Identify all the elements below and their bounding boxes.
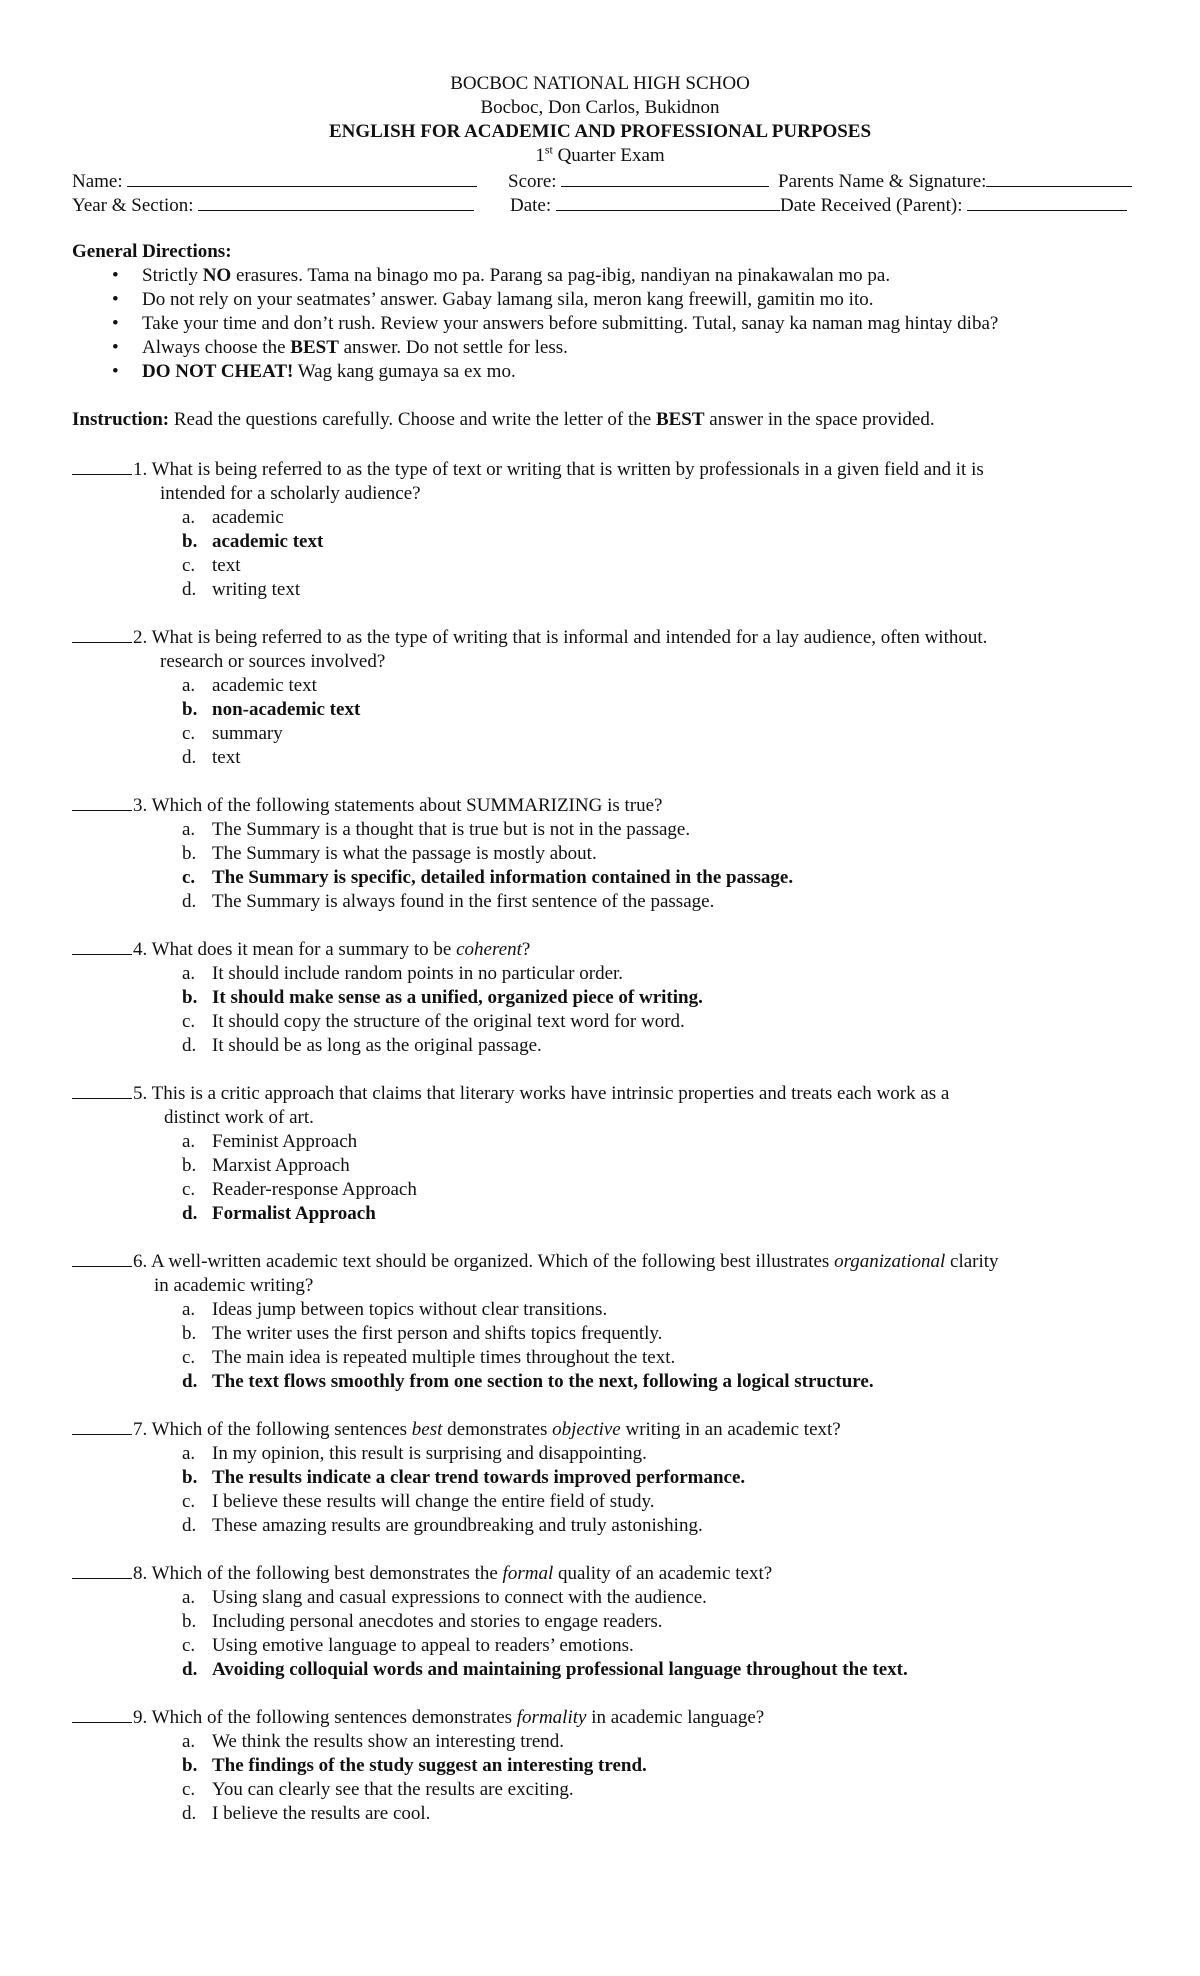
option-letter: b.	[182, 1611, 197, 1632]
option-text: Reader-response Approach	[212, 1179, 417, 1200]
question-1	[72, 456, 1152, 602]
option-letter: c.	[182, 867, 196, 888]
parents-field[interactable]	[778, 168, 1132, 194]
subject-title: ENGLISH FOR ACADEMIC AND PROFESSIONAL PURPOSES	[328, 121, 872, 142]
option-text: text	[212, 555, 241, 576]
question-stem	[72, 1248, 1152, 1274]
option-c	[72, 1778, 1152, 1802]
question-text-mid: demonstrates	[442, 1419, 553, 1440]
question-stem	[72, 1416, 1152, 1442]
direction-text: Always choose the	[142, 337, 291, 358]
option-text: It should be as long as the original passage.	[212, 1035, 542, 1056]
option-text: In my opinion, this result is surprising and disappointing.	[212, 1443, 647, 1464]
instruction-label: Instruction:	[72, 409, 170, 430]
question-emphasis: organizational	[834, 1251, 946, 1272]
option-text: non-academic text	[212, 699, 361, 720]
question-emphasis: formality	[516, 1707, 587, 1728]
option-text: It should make sense as a unified, organized piece of writing.	[212, 987, 703, 1008]
option-letter: c.	[182, 555, 196, 576]
option-text: The Summary is a thought that is true but is not in the passage.	[212, 819, 691, 840]
score-label: Score:	[508, 171, 557, 192]
option-text: We think the results show an interesting trend.	[212, 1731, 565, 1752]
option-letter: a.	[182, 507, 196, 528]
option-letter: b.	[182, 699, 198, 720]
option-letter: b.	[182, 843, 197, 864]
question-stem	[72, 456, 1152, 482]
option-text: These amazing results are groundbreaking and truly astonishing.	[212, 1515, 703, 1536]
option-c	[72, 722, 1152, 746]
option-letter: c.	[182, 1179, 196, 1200]
option-text: You can clearly see that the results are exciting.	[212, 1779, 574, 1800]
option-text: Avoiding colloquial words and maintaining professional language throughout the text.	[212, 1659, 908, 1680]
direction-text: Wag kang gumaya sa ex mo.	[293, 361, 516, 382]
direction-item	[72, 336, 1152, 360]
option-d	[72, 1370, 1152, 1394]
question-number: 8.	[133, 1563, 148, 1584]
question-text: Which of the following sentences demonstrates	[147, 1707, 517, 1728]
option-text: The results indicate a clear trend towards improved performance.	[212, 1467, 746, 1488]
question-stem	[72, 1704, 1152, 1730]
year-section-field[interactable]	[72, 192, 474, 218]
instruction-text-end: answer in the space provided.	[704, 409, 935, 430]
exam-number: 1	[535, 145, 545, 166]
direction-emphasis: BEST	[290, 337, 339, 358]
info-row-1	[72, 168, 1142, 192]
option-letter: c.	[182, 1011, 196, 1032]
question-text: Which of the following statements about SUMMARIZING is true?	[147, 795, 663, 816]
option-a	[72, 674, 1152, 698]
option-c	[72, 1178, 1152, 1202]
school-address: Bocboc, Don Carlos, Bukidnon	[480, 97, 720, 118]
option-letter: b.	[182, 1323, 197, 1344]
direction-item	[72, 288, 1152, 312]
score-line[interactable]	[561, 168, 769, 187]
question-text: This is a critic approach that claims that literary works have intrinsic properties and treats each work as a	[147, 1083, 950, 1104]
direction-text: erasures. Tama na binago mo pa. Parang sa pag-ibig, nandiyan na pinakawalan mo pa.	[231, 265, 891, 286]
option-letter: c.	[182, 1779, 196, 1800]
option-d	[72, 1202, 1152, 1226]
option-a	[72, 818, 1152, 842]
direction-item	[72, 264, 1152, 288]
option-text: Formalist Approach	[212, 1203, 376, 1224]
question-number: 2.	[133, 627, 148, 648]
option-text: summary	[212, 723, 283, 744]
direction-text: Strictly	[142, 265, 203, 286]
question-text-end: ?	[521, 939, 531, 960]
answer-blank[interactable]	[72, 792, 132, 811]
option-letter: c.	[182, 723, 196, 744]
question-text: Which of the following best demonstrates the	[147, 1563, 503, 1584]
option-text: The Summary is what the passage is mostly about.	[212, 843, 597, 864]
option-b	[72, 1754, 1152, 1778]
option-text: I believe these results will change the entire field of study.	[212, 1491, 655, 1512]
option-d	[72, 1514, 1152, 1538]
question-text-end: clarity	[945, 1251, 999, 1272]
year-section-label: Year & Section:	[72, 195, 194, 216]
option-letter: d.	[182, 747, 197, 768]
question-stem	[72, 936, 1152, 962]
option-text: It should copy the structure of the original text word for word.	[212, 1011, 685, 1032]
date-received-line[interactable]	[967, 192, 1127, 211]
option-d	[72, 890, 1152, 914]
answer-blank[interactable]	[72, 1560, 132, 1579]
option-text: The text flows smoothly from one section to the next, following a logical structure.	[212, 1371, 874, 1392]
option-text: academic	[212, 507, 284, 528]
direction-text: Do not rely on your seatmates’ answer. Gabay lamang sila, meron kang freewill, gamitin mo ito.	[142, 289, 874, 310]
option-letter: b.	[182, 1155, 197, 1176]
option-letter: d.	[182, 1659, 198, 1680]
parents-line[interactable]	[986, 168, 1132, 187]
option-text: writing text	[212, 579, 301, 600]
option-text: academic text	[212, 675, 317, 696]
question-number: 5.	[133, 1083, 148, 1104]
option-b	[72, 1610, 1152, 1634]
question-5	[72, 1080, 1152, 1226]
date-label: Date:	[510, 195, 552, 216]
question-number: 9.	[133, 1707, 148, 1728]
option-a	[72, 506, 1152, 530]
option-letter: d.	[182, 1035, 197, 1056]
option-text: Including personal anecdotes and stories to engage readers.	[212, 1611, 663, 1632]
general-directions	[72, 240, 1152, 384]
option-a	[72, 1130, 1152, 1154]
option-c	[72, 1010, 1152, 1034]
question-2	[72, 624, 1152, 770]
question-number: 6.	[133, 1251, 148, 1272]
question-number: 4.	[133, 939, 148, 960]
option-letter: c.	[182, 1491, 196, 1512]
school-name: BOCBOC NATIONAL HIGH SCHOO	[450, 73, 750, 94]
question-6	[72, 1248, 1152, 1394]
question-text-cont: in academic writing?	[154, 1275, 314, 1296]
date-field[interactable]	[510, 192, 780, 218]
bullet-icon: •	[112, 313, 119, 334]
question-emphasis-2: objective	[552, 1419, 621, 1440]
name-line[interactable]	[127, 168, 477, 187]
bullet-icon: •	[112, 289, 119, 310]
question-number: 3.	[133, 795, 148, 816]
direction-item	[72, 312, 1152, 336]
option-b	[72, 1322, 1152, 1346]
question-4	[72, 936, 1152, 1058]
instruction-emphasis: BEST	[655, 409, 705, 430]
question-8	[72, 1560, 1152, 1682]
question-emphasis: coherent	[456, 939, 522, 960]
direction-emphasis: NO	[202, 265, 232, 286]
option-letter: b.	[182, 1755, 198, 1776]
score-field[interactable]	[508, 168, 769, 194]
option-text: The writer uses the first person and shifts topics frequently.	[212, 1323, 663, 1344]
directions-list	[72, 264, 1152, 384]
option-letter: b.	[182, 1467, 198, 1488]
question-stem	[72, 792, 1152, 818]
question-emphasis: formal	[502, 1563, 554, 1584]
option-text: The Summary is always found in the first sentence of the passage.	[212, 891, 715, 912]
question-7	[72, 1416, 1152, 1538]
option-text: The findings of the study suggest an interesting trend.	[212, 1755, 647, 1776]
option-text: The Summary is specific, detailed information contained in the passage.	[212, 867, 794, 888]
option-b	[72, 1466, 1152, 1490]
answer-blank[interactable]	[72, 1248, 132, 1267]
answer-blank[interactable]	[72, 624, 132, 643]
option-letter: d.	[182, 1203, 198, 1224]
option-c	[72, 554, 1152, 578]
option-a	[72, 1442, 1152, 1466]
option-letter: d.	[182, 1515, 197, 1536]
option-letter: a.	[182, 1731, 196, 1752]
question-text-cont: research or sources involved?	[160, 651, 386, 672]
question-text: Which of the following sentences	[147, 1419, 412, 1440]
option-letter: c.	[182, 1635, 196, 1656]
answer-blank[interactable]	[72, 936, 132, 955]
option-b	[72, 698, 1152, 722]
option-b	[72, 530, 1152, 554]
answer-blank[interactable]	[72, 1080, 132, 1099]
option-d	[72, 746, 1152, 770]
exam-number-suffix: st	[544, 142, 553, 157]
parents-label: Parents Name & Signature:	[778, 171, 987, 192]
bullet-icon: •	[112, 265, 119, 286]
info-row-2	[72, 192, 1142, 216]
year-section-line[interactable]	[198, 192, 474, 211]
question-9	[72, 1704, 1152, 1826]
instruction-text: Read the questions carefully. Choose and write the letter of the	[169, 409, 656, 430]
answer-blank[interactable]	[72, 456, 132, 475]
option-c	[72, 1634, 1152, 1658]
option-a	[72, 1586, 1152, 1610]
option-letter: a.	[182, 1131, 196, 1152]
question-number: 7.	[133, 1419, 148, 1440]
bullet-icon: •	[112, 337, 119, 358]
date-line[interactable]	[556, 192, 780, 211]
option-letter: a.	[182, 1443, 196, 1464]
option-letter: b.	[182, 987, 198, 1008]
option-d	[72, 1034, 1152, 1058]
option-text: Using slang and casual expressions to connect with the audience.	[212, 1587, 707, 1608]
question-text: What is being referred to as the type of text or writing that is written by professionals in a given field and it is	[147, 459, 984, 480]
option-text: I believe the results are cool.	[212, 1803, 431, 1824]
option-d	[72, 578, 1152, 602]
option-text: academic text	[212, 531, 324, 552]
question-number: 1.	[133, 459, 148, 480]
option-letter: d.	[182, 579, 197, 600]
option-letter: a.	[182, 963, 196, 984]
option-letter: d.	[182, 1803, 197, 1824]
instruction	[72, 408, 1152, 432]
option-text: It should include random points in no particular order.	[212, 963, 624, 984]
question-3	[72, 792, 1152, 914]
option-text: Feminist Approach	[212, 1131, 358, 1152]
option-letter: a.	[182, 1299, 196, 1320]
question-text-cont: intended for a scholarly audience?	[160, 483, 421, 504]
question-stem	[72, 1080, 1152, 1106]
name-label: Name:	[72, 171, 123, 192]
option-letter: a.	[182, 819, 196, 840]
bullet-icon: •	[112, 361, 119, 382]
option-text: Marxist Approach	[212, 1155, 350, 1176]
option-b	[72, 986, 1152, 1010]
option-letter: d.	[182, 891, 197, 912]
date-received-field[interactable]	[780, 192, 1127, 218]
direction-text: answer. Do not settle for less.	[338, 337, 568, 358]
option-text: Using emotive language to appeal to readers’ emotions.	[212, 1635, 634, 1656]
option-letter: a.	[182, 675, 196, 696]
answer-blank[interactable]	[72, 1704, 132, 1723]
exam-title	[0, 144, 1200, 168]
option-b	[72, 1154, 1152, 1178]
general-directions-title: General Directions:	[72, 241, 232, 262]
option-c	[72, 866, 1152, 890]
question-text-end: quality of an academic text?	[553, 1563, 773, 1584]
option-b	[72, 842, 1152, 866]
answer-blank[interactable]	[72, 1416, 132, 1435]
option-text: text	[212, 747, 241, 768]
question-stem	[72, 624, 1152, 650]
option-text: Ideas jump between topics without clear transitions.	[212, 1299, 608, 1320]
name-field[interactable]	[72, 168, 477, 194]
question-text: A well-written academic text should be organized. Which of the following best illustrates	[147, 1251, 835, 1272]
date-received-label: Date Received (Parent):	[780, 195, 963, 216]
option-d	[72, 1802, 1152, 1826]
question-emphasis: best	[411, 1419, 443, 1440]
option-a	[72, 1730, 1152, 1754]
question-text: What is being referred to as the type of writing that is informal and intended for a lay audience, often without.	[147, 627, 988, 648]
option-c	[72, 1490, 1152, 1514]
option-letter: a.	[182, 1587, 196, 1608]
question-stem	[72, 1560, 1152, 1586]
option-text: The main idea is repeated multiple times throughout the text.	[212, 1347, 676, 1368]
question-text-end: writing in an academic text?	[620, 1419, 841, 1440]
option-a	[72, 962, 1152, 986]
exam-title-rest: Quarter Exam	[552, 145, 665, 166]
question-text-end: in academic language?	[586, 1707, 765, 1728]
option-letter: d.	[182, 1371, 198, 1392]
question-text-cont: distinct work of art.	[164, 1107, 314, 1128]
option-letter: b.	[182, 531, 198, 552]
option-a	[72, 1298, 1152, 1322]
option-d	[72, 1658, 1152, 1682]
option-c	[72, 1346, 1152, 1370]
question-text: What does it mean for a summary to be	[147, 939, 457, 960]
option-letter: c.	[182, 1347, 196, 1368]
direction-item	[72, 360, 1152, 384]
direction-text: Take your time and don’t rush. Review your answers before submitting. Tutal, sanay ka naman mag hintay diba?	[142, 313, 999, 334]
direction-emphasis: DO NOT CHEAT!	[142, 361, 294, 382]
